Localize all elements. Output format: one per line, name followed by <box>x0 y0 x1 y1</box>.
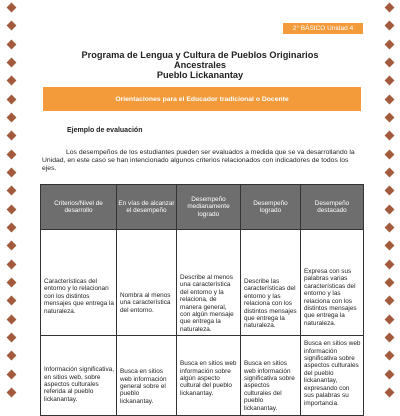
cell-text: Información significativa, en sitios web, sobre aspectos culturales referida al pueblo lickanantay. <box>44 366 114 403</box>
border-diamond <box>6 277 16 287</box>
border-diamond <box>6 131 16 141</box>
cell-text: Busca en sitios web información significativa sobre aspectos culturales del pueblo lickanantay. <box>244 360 295 412</box>
border-diamond <box>6 186 16 196</box>
header-level-4: Desempeño destacado <box>301 185 364 230</box>
border-diamond <box>384 351 394 361</box>
border-diamond <box>6 314 16 324</box>
border-diamond <box>6 39 16 49</box>
cell-text: Nombra al menos una característica del entorno. <box>120 292 171 314</box>
border-diamond <box>384 277 394 287</box>
header-level-3: Desempeño logrado <box>241 185 301 230</box>
border-diamond <box>6 168 16 178</box>
border-diamond <box>6 241 16 251</box>
decorative-border-right <box>384 0 394 400</box>
border-diamond <box>6 332 16 342</box>
guidance-banner: Orientaciones para el Educador tradicional o Docente <box>43 87 361 111</box>
border-diamond <box>6 58 16 68</box>
border-diamond <box>384 314 394 324</box>
border-diamond <box>384 39 394 49</box>
table-cell <box>117 336 177 416</box>
border-diamond <box>384 131 394 141</box>
border-diamond <box>6 296 16 306</box>
section-title: Ejemplo de evaluación <box>67 127 143 134</box>
table-cell <box>177 230 241 336</box>
table-cell <box>301 230 364 336</box>
border-diamond <box>384 204 394 214</box>
border-diamond <box>384 76 394 86</box>
border-diamond <box>384 296 394 306</box>
border-diamond <box>6 222 16 232</box>
evaluation-table <box>40 184 364 416</box>
table-cell <box>301 336 364 416</box>
cell-text: Describe las características del entorno y las relaciona con los distintos mensajes que entrega la naturaleza. <box>244 278 297 330</box>
border-diamond <box>384 222 394 232</box>
table-cell <box>41 230 117 336</box>
border-diamond <box>6 259 16 269</box>
header-level-1: En vías de alcanzar el desempeño <box>117 185 177 230</box>
border-diamond <box>6 149 16 159</box>
border-diamond <box>6 113 16 123</box>
border-diamond <box>384 113 394 123</box>
cell-text: Busca en sitios web información general sobre el pueblo lickanantay. <box>120 368 167 405</box>
table-row <box>41 230 364 336</box>
table-cell <box>241 230 301 336</box>
header-criteria: Criterios/Nivel de desarrollo <box>41 185 117 230</box>
border-diamond <box>384 387 394 397</box>
border-diamond <box>6 351 16 361</box>
border-diamond <box>384 332 394 342</box>
border-diamond <box>6 3 16 13</box>
cell-text: Expresa con sus palabras varias características del entorno y las relaciona con los distintos mensajes que entrega la naturaleza. <box>304 268 357 327</box>
table-cell <box>117 230 177 336</box>
decorative-border-left <box>6 0 16 400</box>
page-title: Programa de Lengua y Cultura de Pueblos Originarios Ancestrales <box>81 50 319 70</box>
cell-text: Describe al menos una característica del entorno y la relaciona, de manera general, con algún mensaje que entrega la naturaleza. <box>180 274 234 333</box>
intro-paragraph: Los desempeños de los estudiantes pueden ser evaluados a medida que se va desarrollando la Unidad, en este caso se han intencionado algunos criterios relacionados con indicadores de todos los ejes. <box>42 149 355 172</box>
table-row <box>41 336 364 416</box>
border-diamond <box>384 3 394 13</box>
table-cell <box>177 336 241 416</box>
border-diamond <box>384 21 394 31</box>
border-diamond <box>384 58 394 68</box>
border-diamond <box>6 204 16 214</box>
page-subtitle: Pueblo Lickanantay <box>156 70 244 80</box>
border-diamond <box>6 387 16 397</box>
border-diamond <box>6 369 16 379</box>
cell-text: Busca en sitios web información significativa sobre aspectos culturales del pueblo lickanantay, expresando con sus palabras su importancia. <box>304 340 361 407</box>
cell-text: Características del entorno y lo relacionan con los distintos mensajes que entrega la naturaleza. <box>44 278 114 315</box>
header-level-2: Desempeño medianamente logrado <box>177 185 241 230</box>
cell-text: Busca en sitios web información sobre algún aspecto cultural del pueblo lickanantay. <box>180 360 237 397</box>
border-diamond <box>384 369 394 379</box>
border-diamond <box>6 76 16 86</box>
border-diamond <box>6 94 16 104</box>
table-header-row <box>41 185 364 230</box>
table-cell <box>41 336 117 416</box>
border-diamond <box>384 168 394 178</box>
table-cell <box>241 336 301 416</box>
border-diamond <box>384 186 394 196</box>
border-diamond <box>384 241 394 251</box>
border-diamond <box>384 94 394 104</box>
border-diamond <box>384 149 394 159</box>
border-diamond <box>6 21 16 31</box>
border-diamond <box>384 259 394 269</box>
grade-unit-badge: 2° BÁSICO Unidad 4 <box>283 23 363 34</box>
